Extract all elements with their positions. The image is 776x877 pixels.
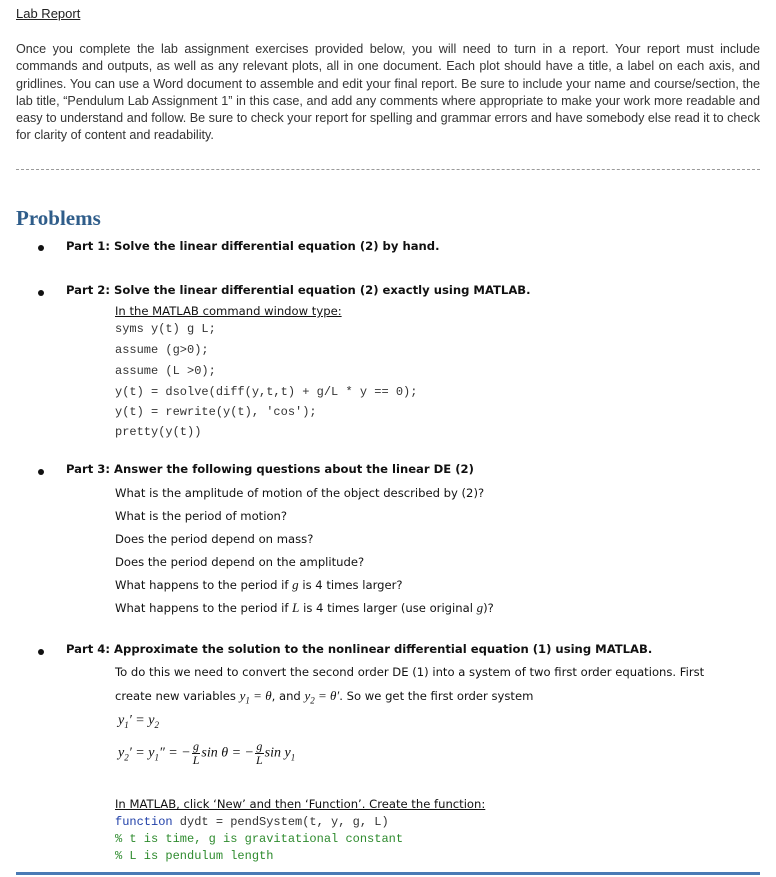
code-comment: % L is pendulum length — [115, 849, 274, 863]
dashed-separator — [16, 169, 760, 170]
question-item: Does the period depend on the amplitude? — [115, 555, 365, 569]
intro-paragraph: Once you complete the lab assignment exercises provided below, you will need to turn in a report. Your report must include commands and outputs, as well as any relevant plots, all in one document. Each plot should have a title, a label on each axis, and gridlines. You can use a Word document to assemble and edit your final report. Be sure to include your name and course/section, the lab title, “Pendulum Lab Assignment 1” in this case, and add any comments where appropriate to make your work more readable and easy to understand and follow. Be sure to check your report for spelling and grammar errors and have somebody else read it to check for clarity of content and readability. — [16, 42, 760, 143]
code-line: assume (L >0); — [115, 364, 216, 378]
question-item: What is the amplitude of motion of the object described by (2)? — [115, 486, 485, 500]
part4-text: . So we get the first order system — [339, 689, 534, 703]
part3-heading: Part 3: Answer the following questions about the linear DE (2) — [66, 462, 474, 476]
part4-text: create new variables — [115, 689, 240, 703]
question-text: What happens to the period if — [115, 601, 293, 615]
question-text: What happens to the period if — [115, 578, 293, 592]
part4-text-line: create new variables $y_1 = \theta$, and $y_2 = \theta'$. So we get the first order system — [115, 688, 534, 706]
question-item: What is the period of motion? — [115, 509, 288, 523]
code-line: y(t) = dsolve(diff(y,t,t) + g/L * y == 0); — [115, 385, 418, 399]
question-item — [115, 600, 494, 616]
variable-g: g — [292, 577, 299, 592]
bullet-icon — [38, 245, 44, 251]
equation-y1-prime: $y_1' = y_2$ — [118, 713, 159, 730]
code-line — [115, 815, 389, 829]
part4-text-line: To do this we need to convert the second order DE (1) into a system of two first order equations. First — [115, 665, 705, 679]
question-item — [115, 577, 403, 593]
problems-heading: Problems — [16, 206, 101, 230]
part2-heading: Part 2: Solve the linear differential equation (2) exactly using MATLAB. — [66, 283, 531, 297]
variable-definitions: $y_1 = \theta$ — [239, 688, 272, 706]
part1-heading: Part 1: Solve the linear differential equation (2) by hand. — [66, 239, 440, 253]
code-comment: % t is time, g is gravitational constant — [115, 832, 404, 846]
code-line: y(t) = rewrite(y(t), 'cos'); — [115, 405, 317, 419]
bullet-icon — [38, 649, 44, 655]
equation-y2-prime: $y_2' = y_1''$ = − $\frac{g}{L}$ sin θ = − $\frac{g}{L}$ $\sin y_1$ — [118, 739, 296, 767]
code-line: pretty(y(t)) — [115, 425, 202, 439]
question-text: is 4 times larger? — [298, 578, 403, 592]
part4-heading: Part 4: Approximate the solution to the nonlinear differential equation (1) using MATLAB. — [66, 642, 653, 656]
part2-instruction: In the MATLAB command window type: — [115, 304, 342, 318]
bullet-icon — [38, 469, 44, 475]
question-text: is 4 times larger (use original — [299, 601, 477, 615]
question-text: )? — [483, 601, 494, 615]
bottom-rule — [16, 872, 760, 875]
code-keyword: function — [115, 815, 173, 829]
code-line: syms y(t) g L; — [115, 322, 216, 336]
bullet-icon — [38, 290, 44, 296]
variable-L: L — [292, 600, 300, 615]
code-line: assume (g>0); — [115, 343, 209, 357]
lab-report-title: Lab Report — [16, 6, 81, 21]
part4-instruction: In MATLAB, click ‘New’ and then ‘Function’. Create the function: — [115, 797, 486, 811]
code-text: dydt = pendSystem(t, y, g, L) — [172, 815, 389, 829]
question-item: Does the period depend on mass? — [115, 532, 314, 546]
variable-definitions: $y_2 = \theta'$ — [304, 688, 340, 706]
variable-g: g — [476, 600, 484, 615]
